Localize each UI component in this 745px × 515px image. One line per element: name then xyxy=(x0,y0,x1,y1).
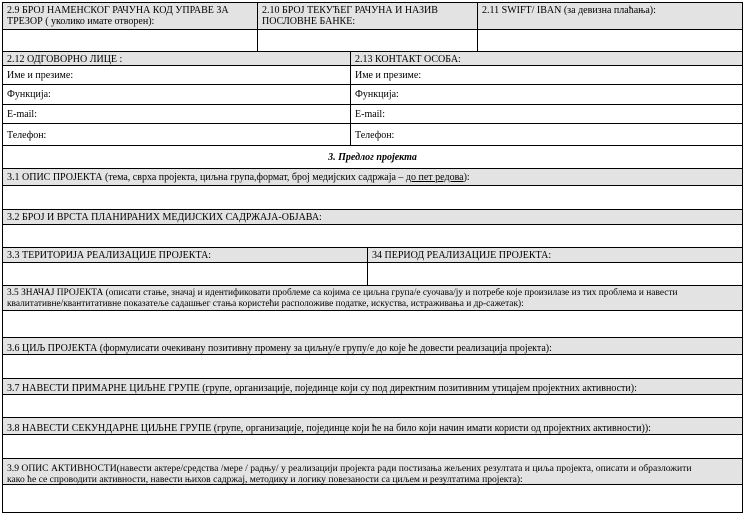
contact-person-title xyxy=(350,51,743,66)
field-3-5-label xyxy=(2,285,743,311)
section-3-heading-text: 3. Предлог пројекта xyxy=(328,152,417,163)
field-3-2-input[interactable] xyxy=(2,224,743,248)
field-3-3-input[interactable] xyxy=(2,262,368,286)
field-3-4-label xyxy=(367,247,743,263)
field-3-7-text: 3.7 НАВЕСТИ ПРИМАРНЕ ЦИЉНЕ ГРУПЕ (групе, организације, појединце који су под директним позитивним утицајем пројектних активности): xyxy=(7,383,637,394)
contact-name-label: Име и презиме: xyxy=(355,70,422,81)
field-3-6-text: 3.6 ЦИЉ ПРОЈЕКТА (формулисати очекивану позитивну промену за циљну/е групу/е до које ће довести реализација пројекта): xyxy=(7,343,552,354)
responsible-person-title xyxy=(2,51,351,66)
field-3-6-label xyxy=(2,337,743,355)
field-2-10-line2: ПОСЛОВНЕ БАНКЕ: xyxy=(262,16,356,27)
field-3-1-input[interactable] xyxy=(2,185,743,210)
responsible-person-title-text: 2.12 ОДГОВОРНО ЛИЦЕ : xyxy=(7,54,123,65)
contact-function-field[interactable] xyxy=(350,84,743,105)
field-3-2-text: 3.2 БРОЈ И ВРСТА ПЛАНИРАНИХ МЕДИЈСКИХ САДРЖАЈА-ОБЈАВА: xyxy=(7,212,322,223)
responsible-name-field[interactable] xyxy=(2,65,351,85)
contact-phone-label: Телефон: xyxy=(355,130,395,141)
field-3-5-line1: 3.5 ЗНАЧАЈ ПРОЈЕКТА (описати стање, значај и идентификовати проблеме са којима се циљна група/е суочава/ју и потребе које произилазе из тих проблема и навести xyxy=(7,288,678,298)
field-2-9-label xyxy=(2,2,258,30)
field-3-9-line1: 3.9 ОПИС АКТИВНОСТИ(навести актере/средства /мере / радњу/ у реализацији пројекта ради постизања жељених резултата и циља пројекта, описати и образложити xyxy=(7,463,692,474)
contact-person-title-text: 2.13 КОНТАКТ ОСОБА: xyxy=(355,54,461,65)
field-2-10-label xyxy=(257,2,478,30)
field-3-9-input[interactable] xyxy=(2,484,743,513)
field-3-5-input[interactable] xyxy=(2,310,743,338)
field-3-6-input[interactable] xyxy=(2,354,743,379)
section-3-heading xyxy=(2,145,743,169)
responsible-name-label: Име и презиме: xyxy=(7,70,74,81)
field-2-9-line2: ТРЕЗОР ( уколико имате отворен): xyxy=(7,16,155,27)
field-3-1-label xyxy=(2,168,743,186)
responsible-function-field[interactable] xyxy=(2,84,351,105)
field-3-5-line2: квалитативне/квантитативне показатеље садашњег стања користећи расположиве податке, искуства, истраживања и др-сажетак): xyxy=(7,299,524,309)
field-3-1-text: 3.1 ОПИС ПРОЈЕКТА (тема, сврха пројекта, циљна група,формат, број медијских садржаја – xyxy=(7,172,406,183)
field-2-9-input[interactable] xyxy=(2,29,258,52)
field-2-9-line1: 2.9 БРОЈ НАМЕНСКОГ РАЧУНА КОД УПРАВЕ ЗА xyxy=(7,5,229,16)
field-3-4-input[interactable] xyxy=(367,262,743,286)
contact-function-label: Функција: xyxy=(355,89,399,100)
field-3-1-end: ): xyxy=(463,172,470,183)
field-3-7-label xyxy=(2,378,743,395)
field-3-1-underlined: до пет редова xyxy=(405,172,464,183)
contact-email-field[interactable] xyxy=(350,104,743,124)
contact-name-field[interactable] xyxy=(350,65,743,85)
responsible-function-label: Функција: xyxy=(7,89,51,100)
field-3-2-label xyxy=(2,209,743,225)
field-3-3-label xyxy=(2,247,368,263)
field-2-10-line1: 2.10 БРОЈ ТЕКУЋЕГ РАЧУНА И НАЗИВ xyxy=(262,5,438,16)
field-3-7-input[interactable] xyxy=(2,394,743,418)
field-2-11-input[interactable] xyxy=(477,29,743,52)
field-3-9-label xyxy=(2,458,743,485)
field-3-8-text: 3.8 НАВЕСТИ СЕКУНДАРНЕ ЦИЉНЕ ГРУПЕ (групе, организације, појединце који ће на било који начин имати користи од пројектних активности)): xyxy=(7,423,651,434)
field-2-11-label xyxy=(477,2,743,30)
field-2-11-text: 2.11 SWIFT/ IBAN (за девизна плаћања): xyxy=(482,5,656,16)
field-2-10-input[interactable] xyxy=(257,29,478,52)
field-3-9-line2: како ће се спроводити активности, навести њихов садржај, методику и логику повезаности са циљем и резултатима пројекта): xyxy=(7,474,523,485)
field-3-8-label xyxy=(2,417,743,435)
field-3-4-text: 34 ПЕРИОД РЕАЛИЗАЦИЈЕ ПРОЈЕКТА: xyxy=(372,250,552,261)
field-3-3-text: 3.3 ТЕРИТОРИЈА РЕАЛИЗАЦИЈЕ ПРОЈЕКТА: xyxy=(7,250,212,261)
contact-phone-field[interactable] xyxy=(350,123,743,146)
contact-email-label: E-mail: xyxy=(355,109,385,120)
responsible-email-field[interactable] xyxy=(2,104,351,124)
field-3-8-input[interactable] xyxy=(2,434,743,459)
responsible-phone-label: Телефон: xyxy=(7,130,47,141)
responsible-phone-field[interactable] xyxy=(2,123,351,146)
responsible-email-label: E-mail: xyxy=(7,109,37,120)
